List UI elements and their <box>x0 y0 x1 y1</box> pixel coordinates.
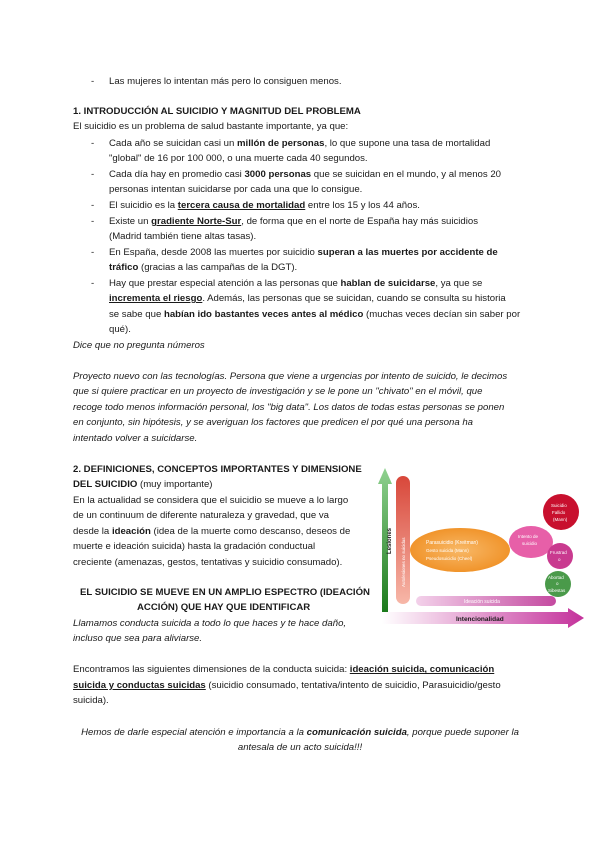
section-2-paragraph-line-3: desde la ideación (idea de la muerte como descanso, deseos de <box>73 526 351 537</box>
self-harm-label: Autolesiones no suicidas <box>401 537 406 587</box>
parasuicide-line-2: Gesto suicida (Mann) <box>426 548 469 553</box>
bullet-6-line-4: qué). <box>109 324 131 335</box>
dimensions-line-1: Encontramos las siguientes dimensiones de la conducta suicida: ideación suicida, comunicación <box>73 664 495 675</box>
list-bullet-dash: - <box>91 247 95 258</box>
definition-line-1: Llamamos conducta suicida a todo lo que haces y te hace daño, <box>73 618 347 629</box>
section-2-heading-line-2: DEL SUICIDIO (muy importante) <box>73 479 213 490</box>
dimensions-line-2: suicida y conductas suicidas (suicidio consumado, tentativa/intento de suicidio, Parasuicidio/gesto <box>73 680 501 691</box>
project-note-line-1: Proyecto nuevo con las tecnologías. Persona que viene a urgencias por intento de suicido, le decimos <box>73 371 508 382</box>
final-note-line-1: Hemos de darle especial atención e importancia a la comunicación suicida, porque puede suponer la <box>81 727 519 738</box>
frustrated-line-2: o <box>558 557 561 562</box>
final-note-line-2: antesala de un acto suicida!!! <box>237 742 363 753</box>
bullet-6-line-2: incrementa el riesgo. Además, las personas que se suicidan, cuando se consulta su historia <box>109 293 506 304</box>
bullet-3: El suicidio es la tercera causa de mortalidad entre los 15 y los 44 años. <box>109 200 420 211</box>
note-no-numbers: Dice que no pregunta números <box>73 340 205 351</box>
list-bullet-dash: - <box>91 278 95 289</box>
parasuicide-line-1: Parasuicidio (Kreitman) <box>426 540 478 546</box>
list-bullet-dash: - <box>91 169 95 180</box>
bullet-4-line-2: (Madrid también tiene altas tasas). <box>109 231 257 242</box>
spectrum-subheading-line-2: ACCIÓN) QUE HAY QUE IDENTIFICAR <box>137 602 311 613</box>
failed-suicide-line-2: Fallido <box>552 510 566 515</box>
project-note-line-4: en conjunto, sin hipótesis, y se averiguan los factores que predicen el por qué una persona ha <box>73 417 474 428</box>
frustrated-line-1: Frustrad <box>550 550 567 555</box>
bullet-6-line-1: Hay que prestar especial atención a las personas que hablan de suicidarse, ya que se <box>109 278 483 289</box>
frustrated-circle <box>547 543 573 569</box>
top-bullet-text: Las mujeres lo intentan más pero lo consiguen menos. <box>109 76 342 87</box>
definition-line-2: incluso que sea para aliviarse. <box>73 633 203 644</box>
suicidal-spectrum-diagram <box>376 462 586 634</box>
ideation-label: Ideación suicida <box>464 599 500 605</box>
project-note-line-2: que si quiere practicar en un proyecto de investigación y se le pone un "chivato" en el móvil, que <box>73 386 483 397</box>
y-axis-label: Lesiones <box>387 527 393 554</box>
project-note-line-3: recoge todo menos información personal, los "big data". Los datos de todas estas personas se ponen <box>73 402 505 413</box>
bullet-5-line-1: En España, desde 2008 las muertes por suicidio superan a las muertes por accidente de <box>109 247 498 258</box>
dimensions-line-3: suicida). <box>73 695 109 706</box>
section-2-paragraph-line-1: En la actualidad se considera que el suicidio se mueve a lo largo <box>73 495 349 506</box>
suicide-attempt-line-2: suicidio <box>522 541 538 546</box>
failed-suicide-line-3: (Mann) <box>553 517 568 522</box>
aborted-line-2: o <box>556 581 559 586</box>
aborted-line-3: Sibestas <box>548 588 566 593</box>
bullet-5-line-2: tráfico (gracias a las campañas de la DGT). <box>109 262 298 273</box>
list-bullet-dash: - <box>91 138 95 149</box>
x-axis-label: Intencionalidad <box>456 616 504 623</box>
parasuicide-line-3: Pseudosuicidio (Cheel) <box>426 556 473 561</box>
suicide-attempt-line-1: Intento de <box>518 534 539 539</box>
bullet-1-line-1: Cada año se suicidan casi un millón de personas, lo que supone una tasa de mortalidad <box>109 138 491 149</box>
project-note-line-5: intentado volver a suicidarse. <box>73 433 198 444</box>
bullet-1-line-2: "global" de 16 por 100 000, o una muerte cada 40 segundos. <box>109 153 368 164</box>
section-1-heading: 1. INTRODUCCIÓN AL SUICIDIO Y MAGNITUD DEL PROBLEMA <box>73 106 361 117</box>
bullet-4-line-1: Existe un gradiente Norte-Sur, de forma que en el norte de España hay más suicidios <box>109 216 479 227</box>
section-2-paragraph-line-4: muerte e ideación suicida) hasta la gradación conductual <box>73 541 316 552</box>
section-1-intro: El suicidio es un problema de salud bastante importante, ya que: <box>73 121 349 132</box>
section-2-paragraph-line-2: de un continuum de diferente naturaleza y gravedad, que va <box>73 510 330 521</box>
section-2-paragraph-line-5: creciente (amenazas, gestos, tentativas y suicidio consumado). <box>73 557 343 568</box>
failed-suicide-line-1: Suicidio <box>551 503 567 508</box>
bullet-2-line-1: Cada día hay en promedio casi 3000 personas que se suicidan en el mundo, y al menos 20 <box>109 169 502 180</box>
list-bullet-dash: - <box>91 76 95 87</box>
section-2-heading-line-1: 2. DEFINICIONES, CONCEPTOS IMPORTANTES Y DIMENSIONE <box>73 464 362 475</box>
bullet-2-line-2: personas intentan suicidarse por cada una que lo consigue. <box>109 184 363 195</box>
bullet-6-line-3: se sabe que habían ido bastantes veces antes al médico (muchas veces decían sin saber por <box>109 309 521 320</box>
spectrum-subheading-line-1: EL SUICIDIO SE MUEVE EN UN AMPLIO ESPECTRO (IDEACIÓN <box>80 587 370 598</box>
list-bullet-dash: - <box>91 216 95 227</box>
list-bullet-dash: - <box>91 200 95 211</box>
aborted-line-1: Abortad <box>548 575 564 580</box>
